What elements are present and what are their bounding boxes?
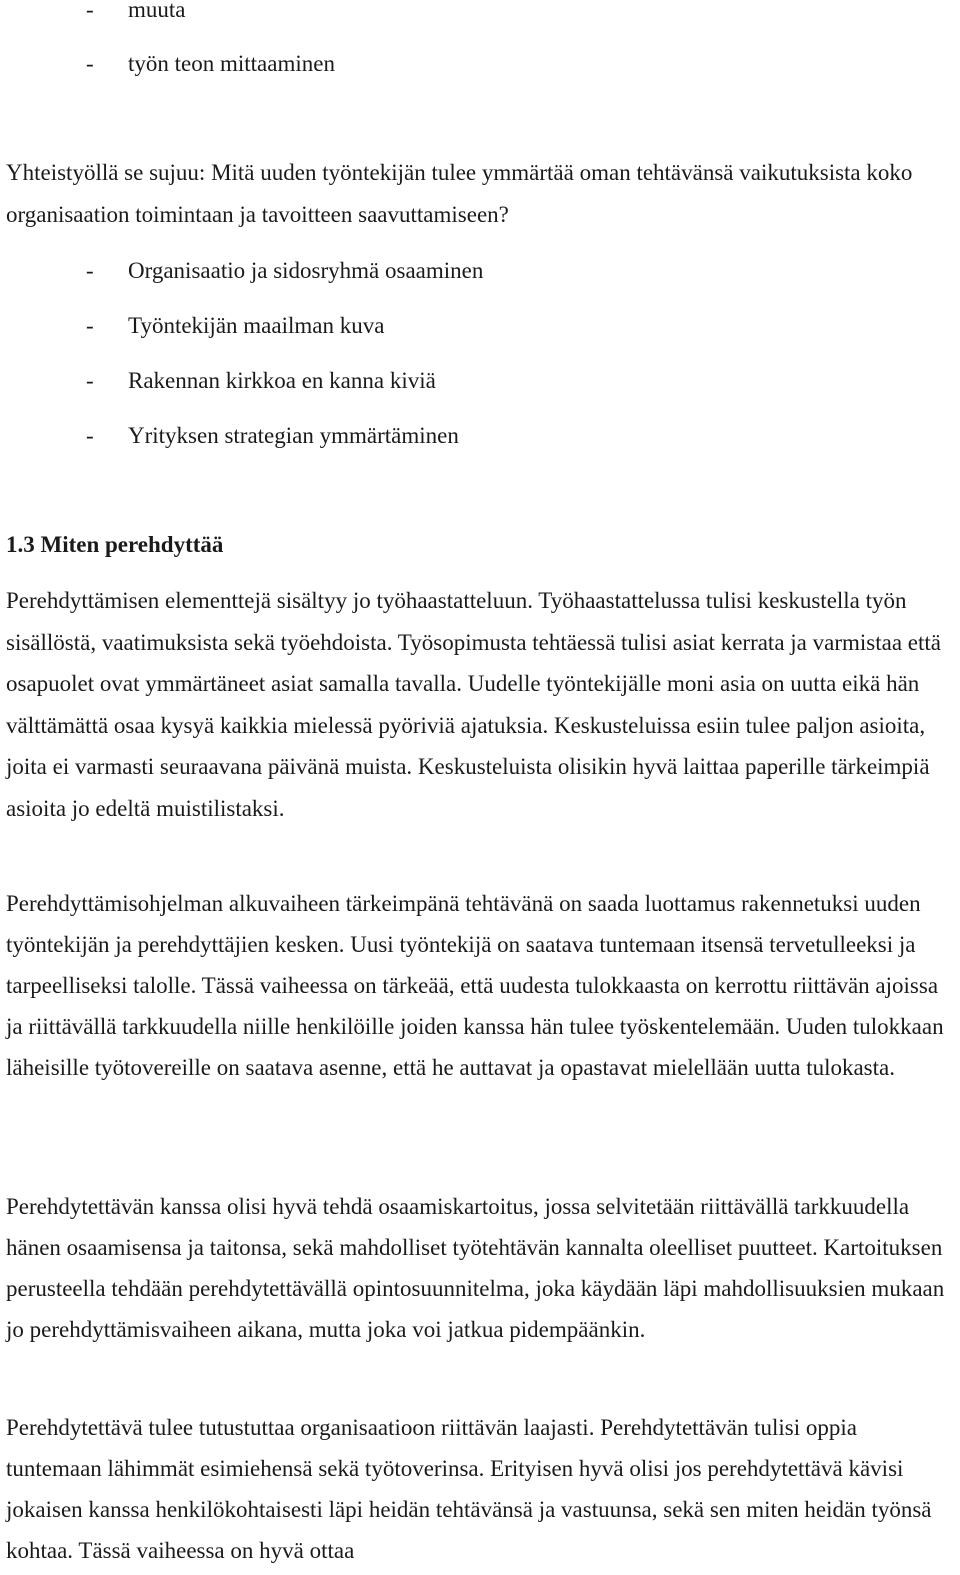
bullet-marker: - — [86, 258, 94, 283]
bullet-marker: - — [86, 51, 94, 76]
list-item-text: työn teon mittaaminen — [128, 51, 335, 76]
list-item-text: Työntekijän maailman kuva — [128, 313, 385, 338]
list-item — [86, 367, 436, 395]
list-item-text: Organisaatio ja sidosryhmä osaaminen — [128, 258, 484, 283]
list-item — [86, 50, 335, 78]
list-item-text: Rakennan kirkkoa en kanna kiviä — [128, 368, 436, 393]
body-paragraph: Perehdyttämisohjelman alkuvaiheen tärkeimpänä tehtävänä on saada luottamus rakennetuksi uuden työntekijän ja perehdyttäjien kesken. Uusi työntekijä on saatava tuntemaan itsensä tervetulleeksi ja tarpeelliseksi talolle. Tässä vaiheessa on tärkeää, että uudesta tulokkaasta on kerrottu riittävän ajoissa ja riittävällä tarkkuudella niille henkilöille joiden kanssa hän tulee työskentelemään. Uuden tulokkaan läheisille työtovereille on saatava asenne, että he auttavat ja opastavat mielellään uutta tulokasta. — [6, 891, 944, 1080]
body-paragraph: Perehdyttämisen elementtejä sisältyy jo työhaastatteluun. Työhaastattelussa tulisi keskustella työn sisällöstä, vaatimuksista sekä työehdoista. Työsopimusta tehtäessä tulisi asiat kerrata ja varmistaa että osapuolet ovat ymmärtäneet asiat samalla tavalla. Uudelle työntekijälle moni asia on uutta eikä hän välttämättä osaa kysyä kaikkia mielessä pyöriviä ajatuksia. Keskusteluissa esiin tulee paljon asioita, joita ei varmasti seuraavana päivänä muista. Keskusteluista olisikin hyvä laittaa paperille tärkeimpiä asioita jo edeltä muistilistaksi. — [6, 588, 941, 821]
body-paragraph: Perehdytettävä tulee tutustuttaa organisaatioon riittävän laajasti. Perehdytettävän tulisi oppia tuntemaan lähimmät esimiehensä sekä työtoverinsa. Erityisen hyvä olisi jos perehdytettävä kävisi jokaisen kanssa henkilökohtaisesti läpi heidän tehtävänsä ja vastuunsa, sekä sen miten heidän työnsä kohtaa. Tässä vaiheessa on hyvä ottaa — [6, 1415, 932, 1563]
bullet-marker: - — [86, 313, 94, 338]
intro-paragraph: Yhteistyöllä se sujuu: Mitä uuden työntekijän tulee ymmärtää oman tehtävänsä vaikutuksista koko organisaation toimintaan ja tavoitteen saavuttamiseen? — [6, 160, 913, 227]
list-item-text: Yrityksen strategian ymmärtäminen — [128, 423, 459, 448]
list-item — [86, 422, 459, 450]
bullet-marker: - — [86, 423, 94, 448]
list-item — [86, 0, 186, 24]
list-item-text: muuta — [128, 0, 186, 22]
section-heading: 1.3 Miten perehdyttää — [6, 532, 224, 557]
list-item — [86, 257, 483, 285]
body-paragraph: Perehdytettävän kanssa olisi hyvä tehdä osaamiskartoitus, jossa selvitetään riittävällä tarkkuudella hänen osaamisensa ja taitonsa, sekä mahdolliset työtehtävän kannalta oleelliset puutteet. Kartoituksen perusteella tehdään perehdytettävällä opintosuunnitelma, joka käydään läpi mahdollisuuksien mukaan jo perehdyttämisvaiheen aikana, mutta joka voi jatkua pidempäänkin. — [6, 1194, 945, 1342]
bullet-marker: - — [86, 0, 94, 22]
list-item — [86, 312, 384, 340]
bullet-marker: - — [86, 368, 94, 393]
